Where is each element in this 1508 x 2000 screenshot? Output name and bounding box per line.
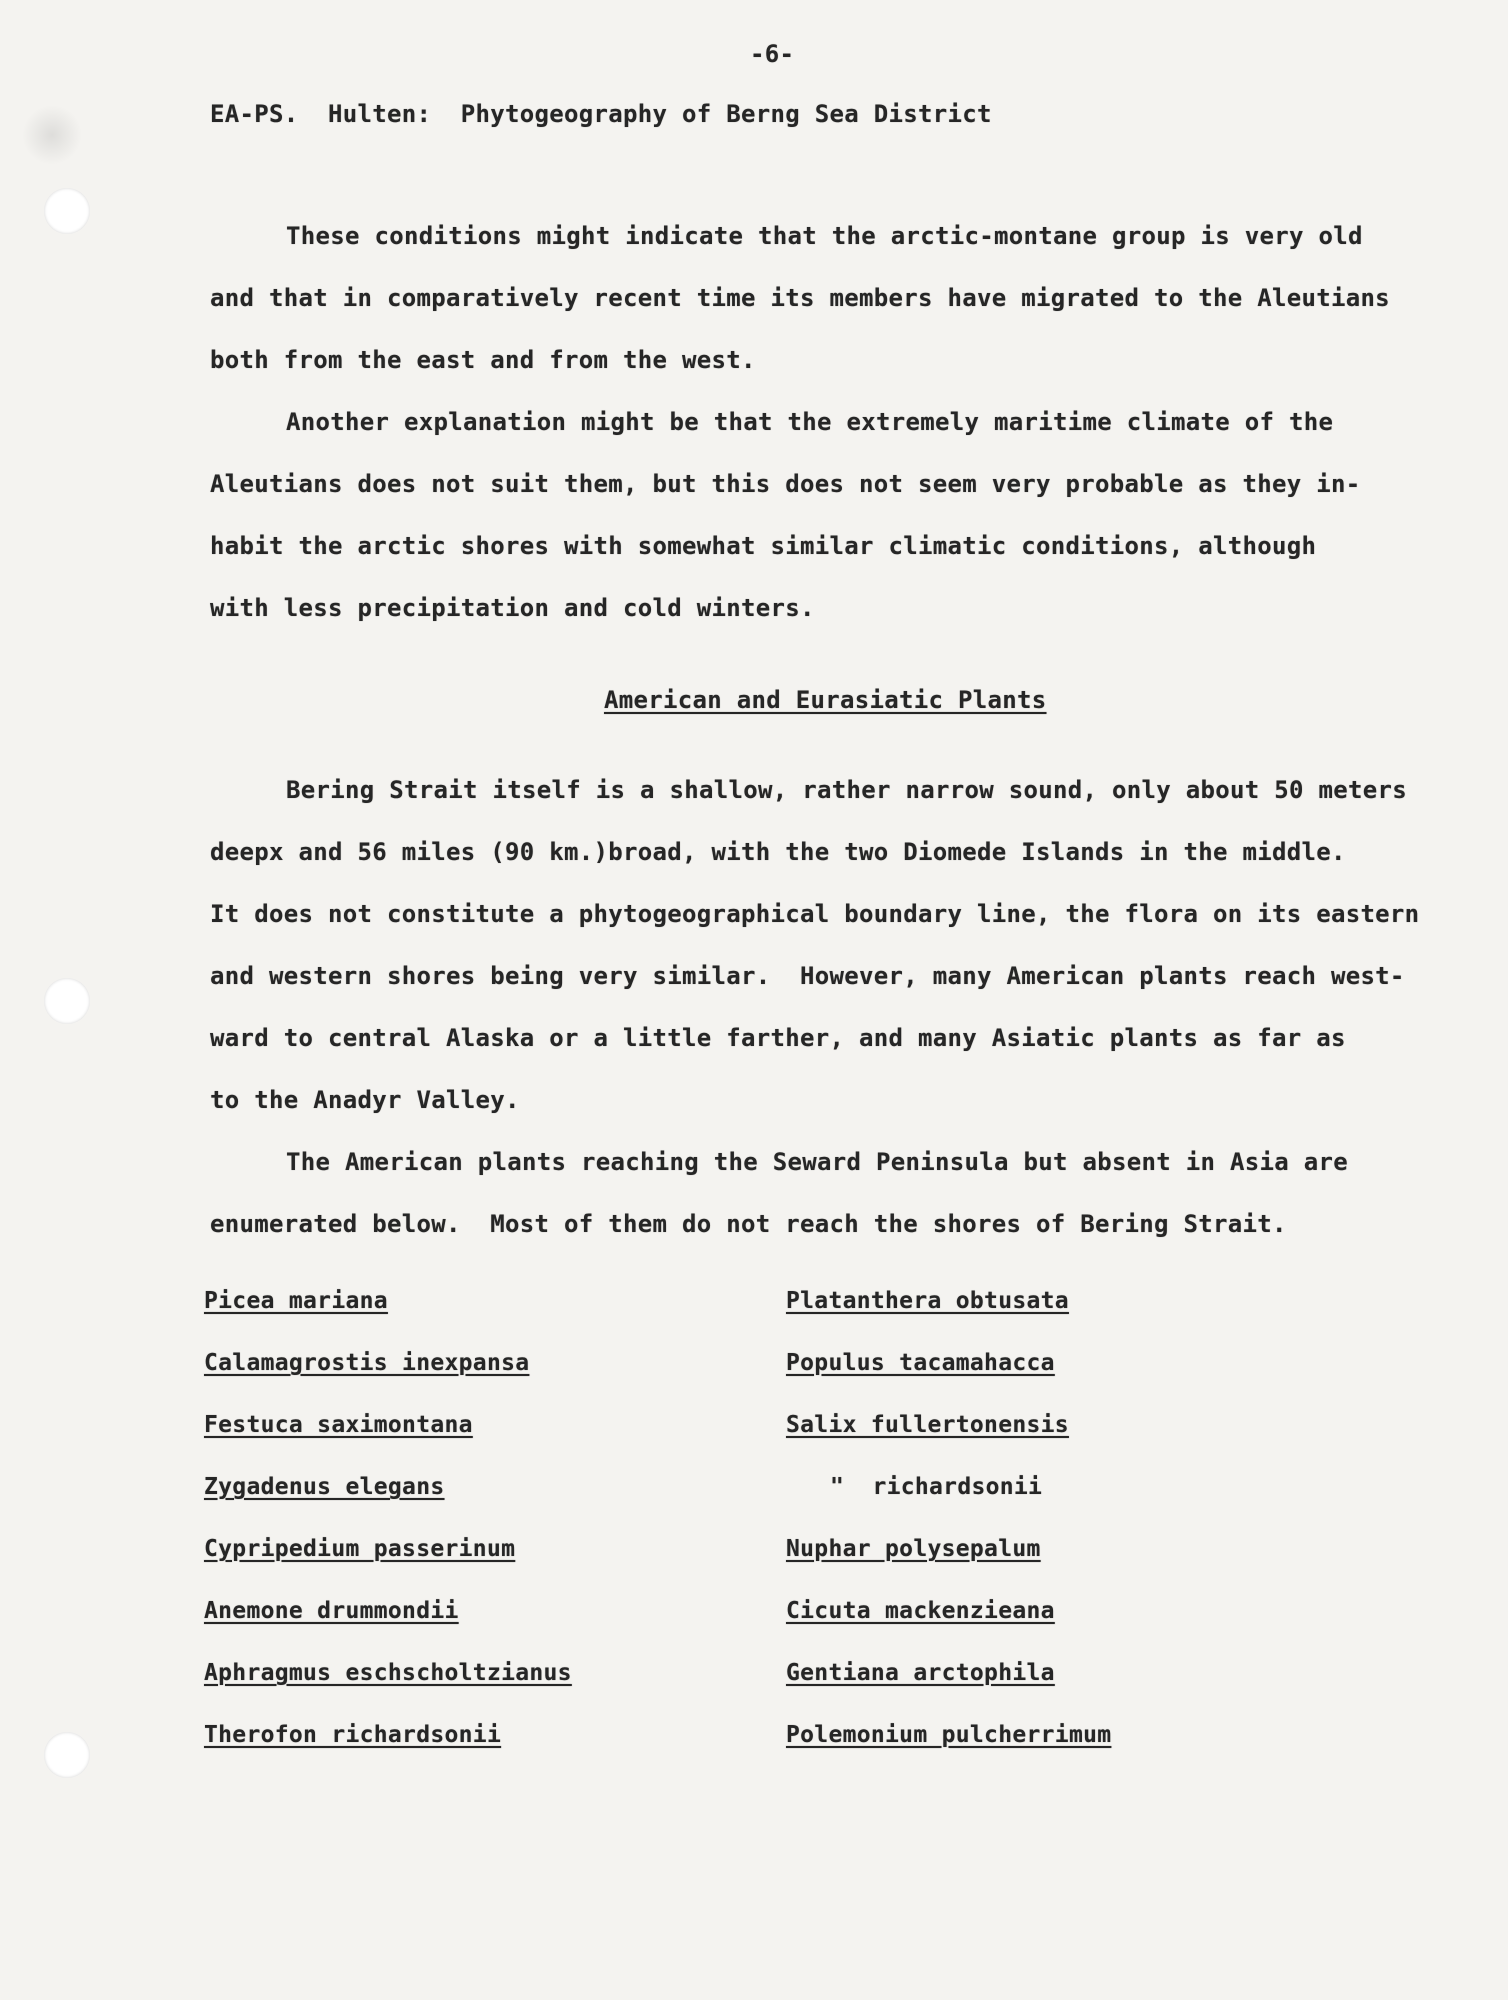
plant-name: Cypripedium passerinum: [204, 1536, 516, 1562]
plant-name: Zygadenus elegans: [204, 1474, 445, 1500]
text-line: and western shores being very similar. However, many American plants reach west-: [210, 962, 1405, 990]
text-line: habit the arctic shores with somewhat similar climatic conditions, although: [210, 532, 1317, 560]
text-line: enumerated below. Most of them do not reach the shores of Bering Strait.: [210, 1210, 1287, 1238]
punch-hole: [44, 1732, 90, 1778]
text-line: Aleutians does not suit them, but this does not seem very probable as they in-: [210, 470, 1361, 498]
plant-name: Therofon richardsonii: [204, 1722, 502, 1748]
plant-name: Festuca saximontana: [204, 1412, 473, 1438]
text-line: Bering Strait itself is a shallow, rather narrow sound, only about 50 meters: [286, 776, 1407, 804]
text-line: deepx and 56 miles (90 km.)broad, with the two Diomede Islands in the middle.: [210, 838, 1346, 866]
text-line: These conditions might indicate that the arctic-montane group is very old: [286, 222, 1363, 250]
plant-name: Polemonium pulcherrimum: [786, 1722, 1112, 1748]
plant-name: Picea mariana: [204, 1288, 388, 1314]
plant-name: Aphragmus eschscholtzianus: [204, 1660, 572, 1686]
text-line: The American plants reaching the Seward Peninsula but absent in Asia are: [286, 1148, 1348, 1176]
plant-name: Platanthera obtusata: [786, 1288, 1069, 1314]
plant-name: Cicuta mackenzieana: [786, 1598, 1055, 1624]
plant-name: Calamagrostis inexpansa: [204, 1350, 530, 1376]
text-line: Another explanation might be that the extremely maritime climate of the: [286, 408, 1334, 436]
text-line: to the Anadyr Valley.: [210, 1086, 520, 1114]
plant-name: Salix fullertonensis: [786, 1412, 1069, 1438]
punch-hole: [44, 978, 90, 1024]
text-line: It does not constitute a phytogeographical boundary line, the flora on its eastern: [210, 900, 1420, 928]
page-number: -6-: [750, 40, 795, 68]
plant-name: Anemone drummondii: [204, 1598, 459, 1624]
document-header: EA-PS. Hulten: Phytogeography of Berng Sea District: [210, 100, 992, 128]
section-heading: American and Eurasiatic Plants: [604, 686, 1047, 714]
paper-smudge: [22, 105, 82, 165]
plant-name: " richardsonii: [830, 1474, 1043, 1500]
text-line: with less precipitation and cold winters.: [210, 594, 815, 622]
text-line: both from the east and from the west.: [210, 346, 756, 374]
plant-name: Gentiana arctophila: [786, 1660, 1055, 1686]
plant-name: Populus tacamahacca: [786, 1350, 1055, 1376]
punch-hole: [44, 188, 90, 234]
text-line: ward to central Alaska or a little farther, and many Asiatic plants as far as: [210, 1024, 1346, 1052]
plant-name: Nuphar polysepalum: [786, 1536, 1041, 1562]
text-line: and that in comparatively recent time its members have migrated to the Aleutians: [210, 284, 1390, 312]
